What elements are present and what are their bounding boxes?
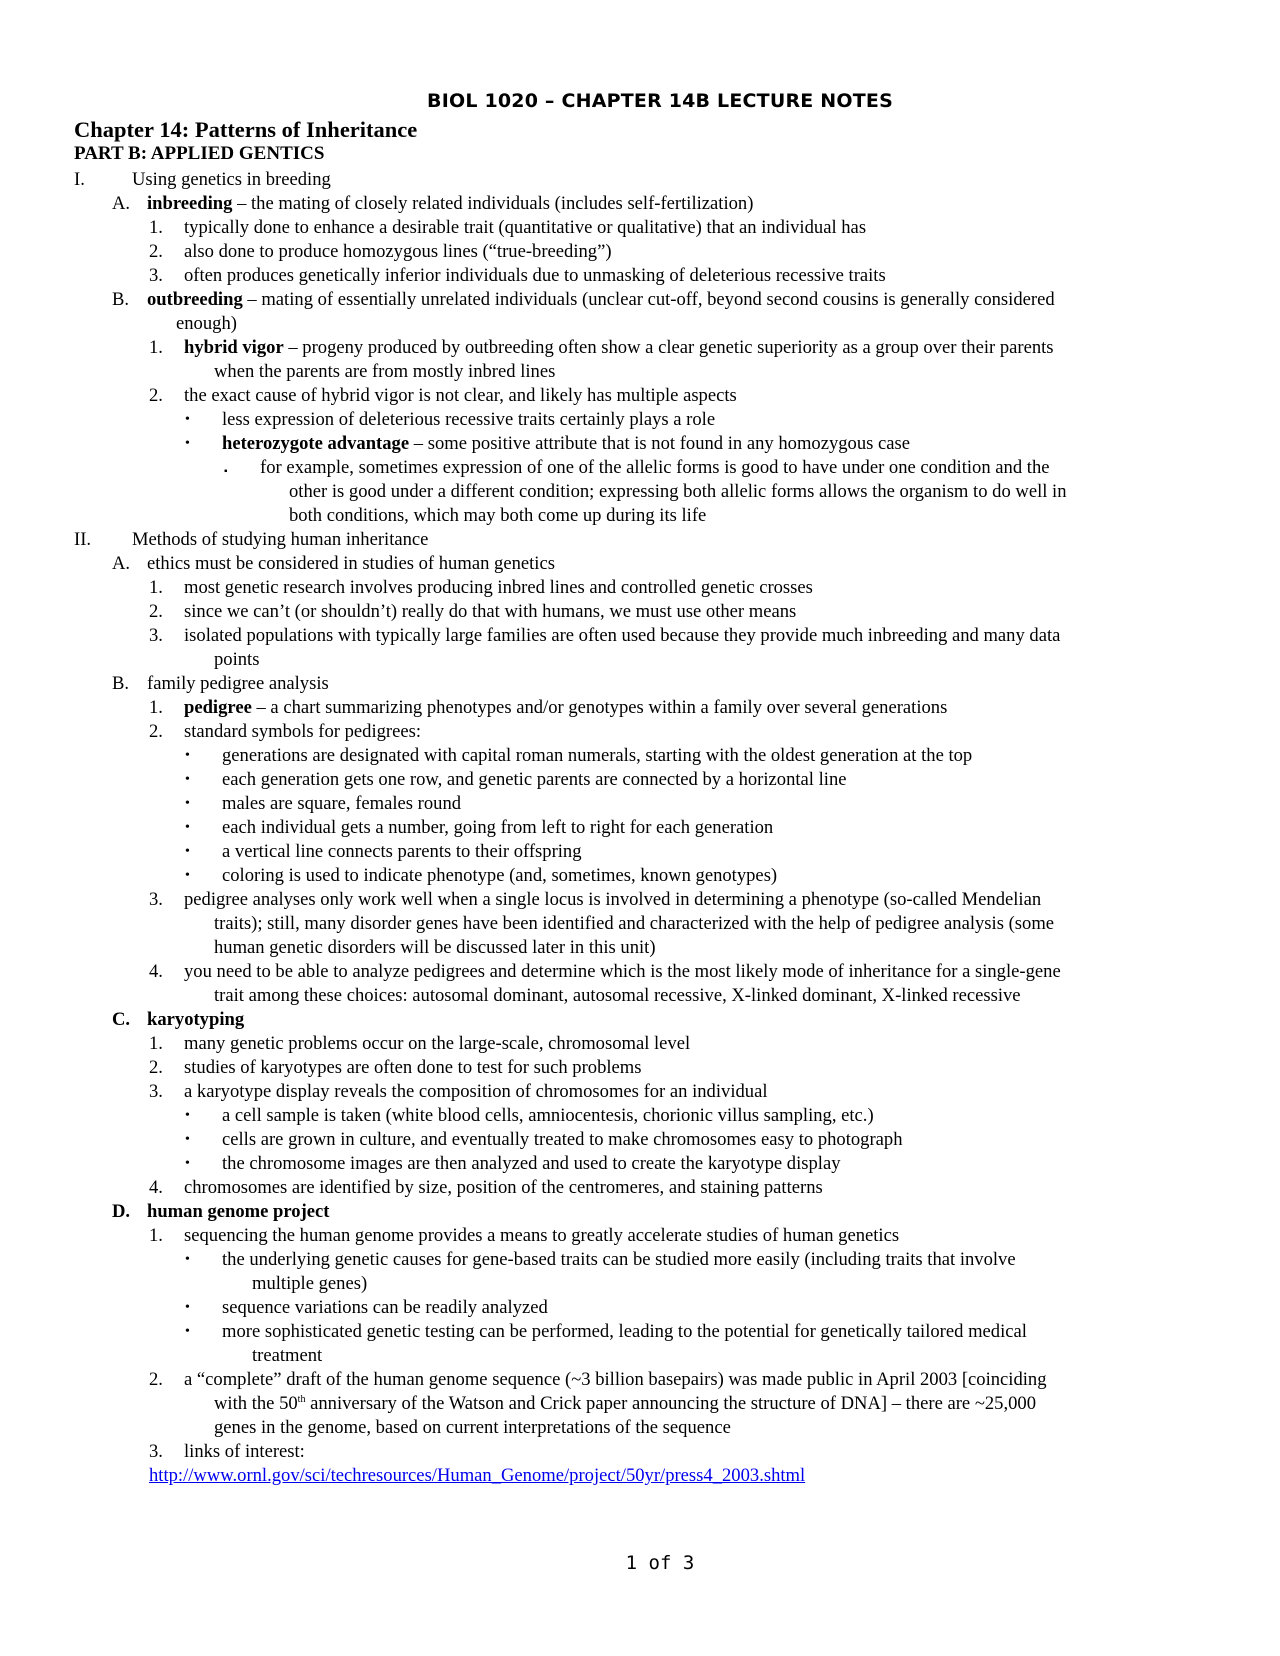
subsection-heading: human genome project bbox=[147, 1201, 330, 1222]
outline-body bbox=[0, 168, 1280, 1488]
bullet-item: males are square, females round bbox=[222, 793, 462, 814]
outline-line bbox=[0, 1032, 1280, 1056]
outline-line bbox=[0, 1152, 1280, 1176]
outline-line bbox=[0, 1248, 1280, 1272]
bullet-item: each generation gets one row, and genetic parents are connected by a horizontal line bbox=[222, 769, 847, 790]
list-item: ethics must be considered in studies of human genetics bbox=[147, 553, 555, 574]
document-title: BIOL 1020 – CHAPTER 14B LECTURE NOTES bbox=[427, 90, 893, 112]
outline-line bbox=[0, 1368, 1280, 1392]
number-marker: 1. bbox=[149, 1225, 163, 1246]
bullet-item: each individual gets a number, going from left to right for each generation bbox=[222, 817, 774, 838]
bullet-continuation: multiple genes) bbox=[252, 1273, 368, 1294]
outline-line bbox=[0, 360, 1280, 384]
outline-line bbox=[0, 600, 1280, 624]
superscript: th bbox=[297, 1393, 306, 1405]
number-marker: 2. bbox=[149, 241, 163, 262]
outline-line bbox=[0, 936, 1280, 960]
definition: – some positive attribute that is not found in any homozygous case bbox=[409, 433, 911, 454]
bullet-continuation: treatment bbox=[252, 1345, 323, 1366]
outline-line bbox=[0, 408, 1280, 432]
outline-line bbox=[0, 216, 1280, 240]
outline-line bbox=[0, 672, 1280, 696]
bullet-item: sequence variations can be readily analyzed bbox=[222, 1297, 548, 1318]
term: outbreeding bbox=[147, 289, 243, 310]
subsection-heading: karyotyping bbox=[147, 1009, 245, 1030]
outline-line bbox=[0, 1008, 1280, 1032]
outline-line bbox=[0, 984, 1280, 1008]
definition: – the mating of closely related individuals (includes self-fertilization) bbox=[232, 193, 754, 214]
list-item-continuation: traits); still, many disorder genes have been identified and characterized with the help of pedigree analysis (some bbox=[214, 913, 1055, 934]
bullet-item: the underlying genetic causes for gene-based traits can be studied more easily (including traits that involve bbox=[222, 1249, 1016, 1270]
bullet-item: more sophisticated genetic testing can be performed, leading to the potential for genetically tailored medical bbox=[222, 1321, 1027, 1342]
bullet-icon: • bbox=[185, 1132, 190, 1147]
list-item: you need to be able to analyze pedigrees and determine which is the most likely mode of inheritance for a single-gene bbox=[184, 961, 1061, 982]
list-item: links of interest: bbox=[184, 1441, 305, 1462]
list-item-continuation: trait among these choices: autosomal dominant, autosomal recessive, X-linked dominant, X-linked recessive bbox=[214, 985, 1021, 1006]
outline-line bbox=[0, 1344, 1280, 1368]
bullet-item: the chromosome images are then analyzed and used to create the karyotype display bbox=[222, 1153, 841, 1174]
list-item-continuation: enough) bbox=[176, 313, 237, 334]
bullet-item: generations are designated with capital roman numerals, starting with the oldest generation at the top bbox=[222, 745, 973, 766]
bullet-item: cells are grown in culture, and eventually treated to make chromosomes easy to photograph bbox=[222, 1129, 903, 1150]
section-heading: Methods of studying human inheritance bbox=[132, 529, 429, 550]
outline-line bbox=[0, 336, 1280, 360]
bullet-item: a cell sample is taken (white blood cells, amniocentesis, chorionic villus sampling, etc.) bbox=[222, 1105, 874, 1126]
number-marker: 3. bbox=[149, 265, 163, 286]
outline-line bbox=[0, 504, 1280, 528]
outline-line bbox=[0, 456, 1280, 480]
term: pedigree bbox=[184, 697, 252, 718]
bullet-icon: • bbox=[185, 1300, 190, 1315]
number-marker: 1. bbox=[149, 337, 163, 358]
bullet-icon: • bbox=[185, 820, 190, 835]
list-item: a “complete” draft of the human genome sequence (~3 billion basepairs) was made public in April 2003 [coinciding bbox=[184, 1369, 1047, 1390]
number-marker: 2. bbox=[149, 1057, 163, 1078]
outline-line bbox=[0, 1056, 1280, 1080]
sub-bullet-continuation: both conditions, which may both come up during its life bbox=[289, 505, 707, 526]
outline-line bbox=[0, 576, 1280, 600]
term: hybrid vigor bbox=[184, 337, 284, 358]
outline-line bbox=[0, 720, 1280, 744]
chapter-heading: Chapter 14: Patterns of Inheritance bbox=[74, 117, 418, 142]
letter-marker: B. bbox=[112, 289, 130, 310]
list-item: also done to produce homozygous lines (“true-breeding”) bbox=[184, 241, 612, 262]
outline-line bbox=[0, 864, 1280, 888]
term: heterozygote advantage bbox=[222, 433, 410, 454]
outline-line bbox=[0, 1296, 1280, 1320]
list-item: pedigree analyses only work well when a single locus is involved in determining a phenotype (so-called Mendelian bbox=[184, 889, 1042, 910]
outline-line bbox=[0, 1440, 1280, 1464]
number-marker: 3. bbox=[149, 889, 163, 910]
outline-line bbox=[0, 264, 1280, 288]
number-marker: 1. bbox=[149, 577, 163, 598]
outline-line bbox=[0, 624, 1280, 648]
bullet-icon: • bbox=[185, 1252, 190, 1267]
outline-line bbox=[0, 792, 1280, 816]
outline-line bbox=[0, 768, 1280, 792]
genome-press-link[interactable]: http://www.ornl.gov/sci/techresources/Human_Genome/project/50yr/press4_2003.shtml bbox=[149, 1465, 806, 1486]
list-item: family pedigree analysis bbox=[147, 673, 329, 694]
outline-line bbox=[0, 312, 1280, 336]
bullet-icon: • bbox=[185, 748, 190, 763]
outline-line bbox=[0, 288, 1280, 312]
list-item: a karyotype display reveals the composition of chromosomes for an individual bbox=[184, 1081, 768, 1102]
bullet-icon: • bbox=[185, 1156, 190, 1171]
bullet-item: a vertical line connects parents to their offspring bbox=[222, 841, 582, 862]
bullet-icon: • bbox=[185, 436, 190, 451]
letter-marker: A. bbox=[112, 553, 131, 574]
bullet-icon: • bbox=[185, 1324, 190, 1339]
number-marker: 1. bbox=[149, 697, 163, 718]
letter-marker: D. bbox=[112, 1201, 131, 1222]
outline-line bbox=[0, 384, 1280, 408]
outline-line bbox=[0, 1320, 1280, 1344]
bullet-icon: • bbox=[185, 412, 190, 427]
number-marker: 2. bbox=[149, 601, 163, 622]
sub-bullet-item: for example, sometimes expression of one of the allelic forms is good to have under one condition and the bbox=[260, 457, 1050, 478]
list-item-continuation: when the parents are from mostly inbred lines bbox=[214, 361, 556, 382]
outline-line bbox=[0, 960, 1280, 984]
outline-line bbox=[0, 1176, 1280, 1200]
list-item: isolated populations with typically large families are often used because they provide much inbreeding and many data bbox=[184, 625, 1061, 646]
outline-line bbox=[0, 1464, 1280, 1488]
definition: – progeny produced by outbreeding often show a clear genetic superiority as a group over their parents bbox=[283, 337, 1054, 358]
outline-line bbox=[0, 240, 1280, 264]
number-marker: 2. bbox=[149, 385, 163, 406]
letter-marker: A. bbox=[112, 193, 131, 214]
bullet-item: coloring is used to indicate phenotype (and, sometimes, known genotypes) bbox=[222, 865, 778, 886]
number-marker: 1. bbox=[149, 1033, 163, 1054]
roman-marker: I. bbox=[74, 169, 85, 190]
list-item: since we can’t (or shouldn’t) really do that with humans, we must use other means bbox=[184, 601, 797, 622]
outline-line bbox=[0, 1080, 1280, 1104]
number-marker: 2. bbox=[149, 1369, 163, 1390]
definition: – mating of essentially unrelated individuals (unclear cut-off, beyond second cousins is generally considered bbox=[242, 289, 1055, 310]
outline-line bbox=[0, 648, 1280, 672]
part-heading: PART B: APPLIED GENTICS bbox=[74, 143, 325, 164]
outline-line bbox=[0, 480, 1280, 504]
outline-line bbox=[0, 816, 1280, 840]
bullet-icon: • bbox=[185, 796, 190, 811]
list-item: most genetic research involves producing inbred lines and controlled genetic crosses bbox=[184, 577, 813, 598]
outline-line bbox=[0, 1392, 1280, 1416]
list-item: studies of karyotypes are often done to test for such problems bbox=[184, 1057, 642, 1078]
list-item: sequencing the human genome provides a means to greatly accelerate studies of human genetics bbox=[184, 1225, 900, 1246]
letter-marker: B. bbox=[112, 673, 130, 694]
list-item: typically done to enhance a desirable trait (quantitative or qualitative) that an individual has bbox=[184, 217, 867, 238]
outline-line bbox=[0, 912, 1280, 936]
page-number: 1 of 3 bbox=[625, 1552, 695, 1574]
outline-line bbox=[0, 528, 1280, 552]
term: inbreeding bbox=[147, 193, 233, 214]
number-marker: 2. bbox=[149, 721, 163, 742]
square-bullet-icon: ▪ bbox=[224, 466, 228, 477]
number-marker: 4. bbox=[149, 1177, 163, 1198]
outline-line bbox=[0, 744, 1280, 768]
section-heading: Using genetics in breeding bbox=[132, 169, 331, 190]
sub-bullet-continuation: other is good under a different condition; expressing both allelic forms allows the organism to do well in bbox=[289, 481, 1067, 502]
bullet-icon: • bbox=[185, 1108, 190, 1123]
outline-line bbox=[0, 1200, 1280, 1224]
bullet-icon: • bbox=[185, 772, 190, 787]
outline-line bbox=[0, 1128, 1280, 1152]
outline-line bbox=[0, 552, 1280, 576]
list-item-continuation: points bbox=[214, 649, 260, 670]
list-item: standard symbols for pedigrees: bbox=[184, 721, 422, 742]
list-item: the exact cause of hybrid vigor is not clear, and likely has multiple aspects bbox=[184, 385, 737, 406]
number-marker: 1. bbox=[149, 217, 163, 238]
list-item-continuation: human genetic disorders will be discussed later in this unit) bbox=[214, 937, 656, 958]
number-marker: 4. bbox=[149, 961, 163, 982]
outline-line bbox=[0, 696, 1280, 720]
list-item-continuation: with the 50th anniversary of the Watson and Crick paper announcing the structure of DNA] – there are ~25,000 bbox=[214, 1393, 1037, 1414]
bullet-icon: • bbox=[185, 868, 190, 883]
outline-line bbox=[0, 432, 1280, 456]
list-item: many genetic problems occur on the large-scale, chromosomal level bbox=[184, 1033, 691, 1054]
number-marker: 3. bbox=[149, 1441, 163, 1462]
outline-line bbox=[0, 1104, 1280, 1128]
bullet-icon: • bbox=[185, 844, 190, 859]
outline-line bbox=[0, 1272, 1280, 1296]
outline-line bbox=[0, 192, 1280, 216]
roman-marker: II. bbox=[74, 529, 92, 550]
letter-marker: C. bbox=[112, 1009, 131, 1030]
outline-line bbox=[0, 1224, 1280, 1248]
number-marker: 3. bbox=[149, 625, 163, 646]
list-item: often produces genetically inferior individuals due to unmasking of deleterious recessive traits bbox=[184, 265, 886, 286]
definition: – a chart summarizing phenotypes and/or genotypes within a family over several generations bbox=[251, 697, 948, 718]
outline-line bbox=[0, 888, 1280, 912]
list-item: chromosomes are identified by size, position of the centromeres, and staining patterns bbox=[184, 1177, 823, 1198]
outline-line bbox=[0, 840, 1280, 864]
outline-line bbox=[0, 168, 1280, 192]
number-marker: 3. bbox=[149, 1081, 163, 1102]
outline-line bbox=[0, 1416, 1280, 1440]
bullet-item: less expression of deleterious recessive traits certainly plays a role bbox=[222, 409, 716, 430]
list-item-continuation: genes in the genome, based on current interpretations of the sequence bbox=[214, 1417, 731, 1438]
